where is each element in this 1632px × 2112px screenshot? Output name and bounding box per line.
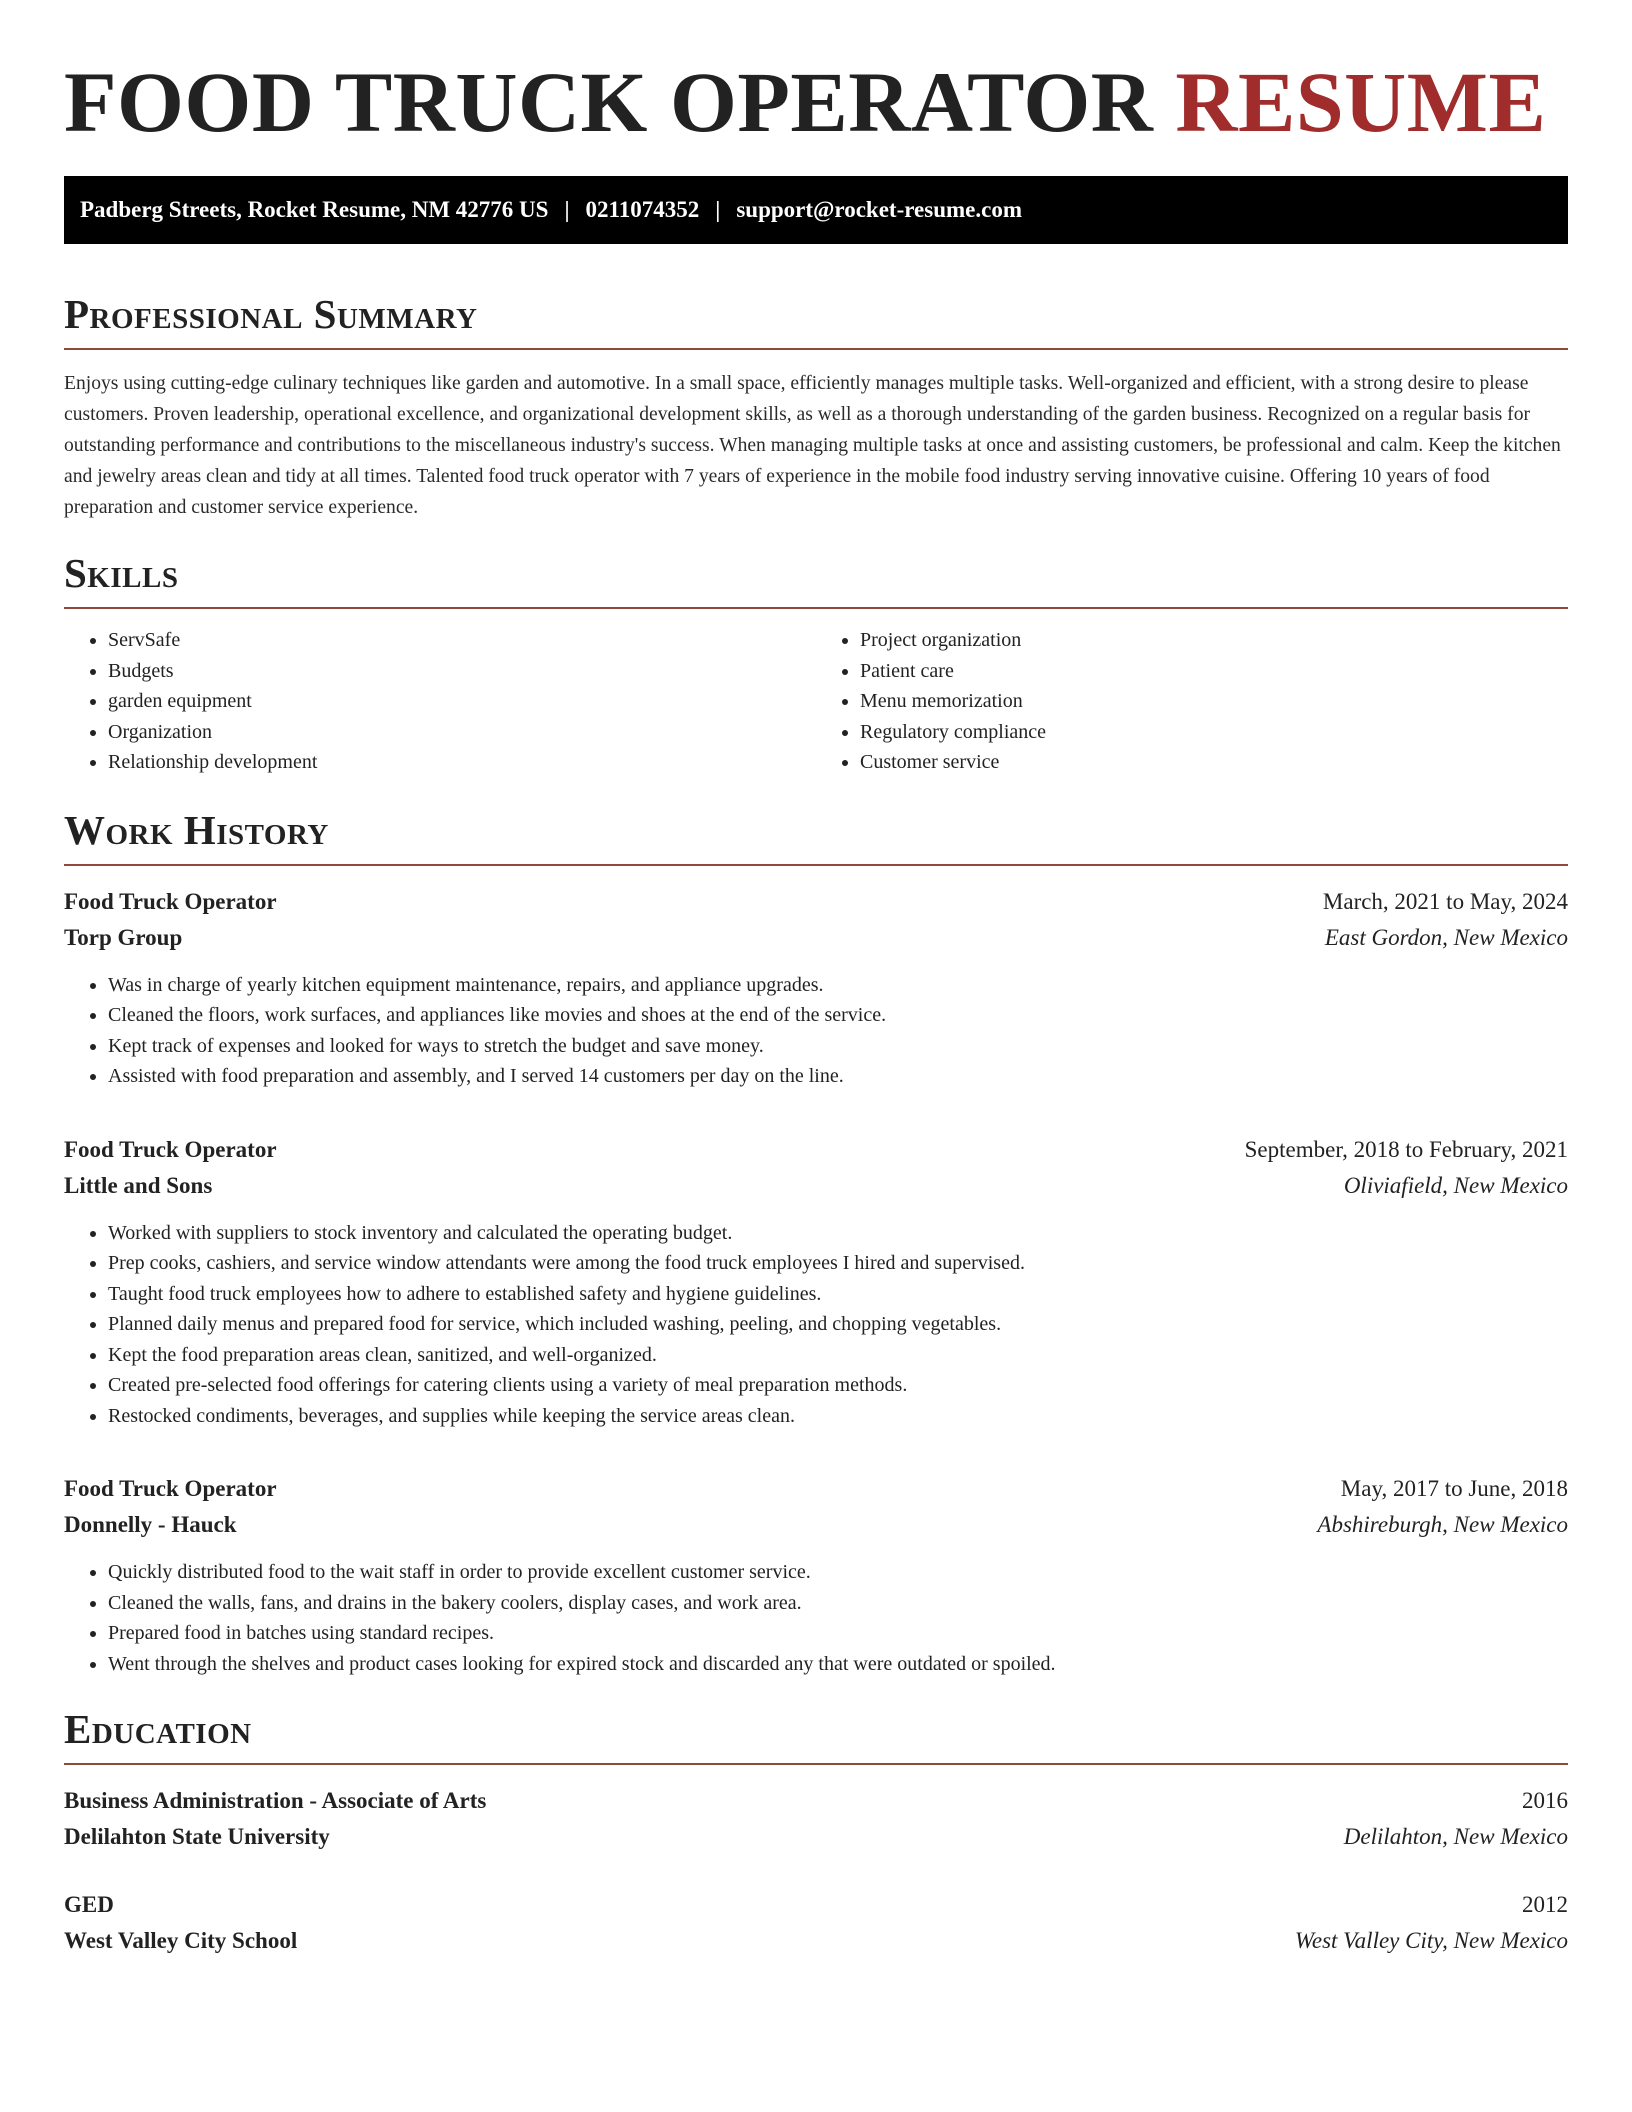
- section-divider: [64, 1763, 1568, 1765]
- contact-phone: 0211074352: [585, 197, 700, 222]
- job-bullet: • Prep cooks, cashiers, and service window attendants were among the food truck employees I hired and supervised.: [108, 1248, 1568, 1279]
- section-divider: [64, 348, 1568, 350]
- job-bullet: • Quickly distributed food to the wait staff in order to provide excellent customer service.: [108, 1557, 1568, 1588]
- education-school: Delilahton State University: [64, 1824, 330, 1849]
- job-entry: [64, 1471, 1568, 1679]
- section-title-skills: Skills: [64, 550, 179, 596]
- job-role: Food Truck Operator: [64, 1476, 277, 1501]
- job-role: Food Truck Operator: [64, 1136, 277, 1162]
- section-title-work: Work History: [64, 806, 329, 853]
- job-bullet: • Was in charge of yearly kitchen equipment maintenance, repairs, and appliance upgrades.: [108, 970, 1568, 1001]
- job-company: Donnelly - Hauck: [64, 1512, 237, 1537]
- skills-list: [64, 625, 1568, 778]
- education-school: West Valley City School: [64, 1928, 298, 1953]
- job-location: East Gordon, New Mexico: [1324, 924, 1568, 950]
- job-bullet: • Restocked condiments, beverages, and supplies while keeping the service areas clean.: [108, 1401, 1568, 1432]
- job-location: Abshireburgh, New Mexico: [1317, 1512, 1568, 1537]
- education-year: 2016: [1522, 1788, 1568, 1813]
- skill-item: • Budgets: [108, 656, 816, 687]
- job-bullet: • Created pre-selected food offerings for catering clients using a variety of meal preparation methods.: [108, 1370, 1568, 1401]
- job-bullet: • Planned daily menus and prepared food for service, which included washing, peeling, and chopping vegetables.: [108, 1309, 1568, 1340]
- education-location: Delilahton, New Mexico: [1343, 1824, 1568, 1849]
- job-role: Food Truck Operator: [64, 888, 277, 914]
- job-header: [64, 1471, 1568, 1507]
- title-main: FOOD TRUCK OPERATOR: [64, 54, 1154, 150]
- contact-email[interactable]: support@rocket-resume.com: [736, 197, 1022, 222]
- job-dates: March, 2021 to May, 2024: [1322, 888, 1568, 914]
- education-header: [64, 1783, 1568, 1819]
- job-header: [64, 1132, 1568, 1168]
- job-bullet: • Taught food truck employees how to adhere to established safety and hygiene guidelines.: [108, 1279, 1568, 1310]
- section-title-summary: Professional Summary: [64, 291, 478, 337]
- job-company: Torp Group: [64, 924, 183, 950]
- job-bullet: • Kept the food preparation areas clean, sanitized, and well-organized.: [108, 1340, 1568, 1371]
- education-year: 2012: [1522, 1892, 1568, 1917]
- job-entry: [64, 1132, 1568, 1432]
- job-header: [64, 884, 1568, 920]
- job-location: Oliviafield, New Mexico: [1343, 1172, 1568, 1198]
- skills-column-right: [816, 625, 1568, 778]
- education-degree: GED: [64, 1892, 114, 1917]
- section-divider: [64, 607, 1568, 609]
- education-degree: Business Administration - Associate of Arts: [64, 1788, 487, 1813]
- page-title: [64, 56, 1568, 148]
- job-bullet: • Cleaned the floors, work surfaces, and appliances like movies and shoes at the end of the service.: [108, 1000, 1568, 1031]
- contact-bar: [64, 176, 1568, 244]
- job-dates: May, 2017 to June, 2018: [1340, 1476, 1568, 1501]
- job-entry: [64, 884, 1568, 1092]
- skill-item: • ServSafe: [108, 625, 816, 656]
- job-bullet: • Went through the shelves and product cases looking for expired stock and discarded any that were outdated or spoiled.: [108, 1649, 1568, 1680]
- job-subheader: [64, 920, 1568, 956]
- job-bullet: • Worked with suppliers to stock inventory and calculated the operating budget.: [108, 1218, 1568, 1249]
- job-bullet: • Prepared food in batches using standard recipes.: [108, 1618, 1568, 1649]
- contact-separator: |: [564, 197, 570, 222]
- job-bullets: [64, 970, 1568, 1092]
- section-divider: [64, 864, 1568, 866]
- job-subheader: [64, 1507, 1568, 1543]
- title-accent: RESUME: [1175, 54, 1547, 150]
- job-bullet: • Kept track of expenses and looked for ways to stretch the budget and save money.: [108, 1031, 1568, 1062]
- education-location: West Valley City, New Mexico: [1294, 1928, 1568, 1953]
- education-subheader: [64, 1923, 1568, 1959]
- skill-item: • Project organization: [860, 625, 1568, 656]
- education-entry: [64, 1783, 1568, 1855]
- skill-item: • Organization: [108, 717, 816, 748]
- skill-item: • Regulatory compliance: [860, 717, 1568, 748]
- education-header: [64, 1887, 1568, 1923]
- skills-column-left: [64, 625, 816, 778]
- skill-item: • Customer service: [860, 747, 1568, 778]
- job-bullets: [64, 1218, 1568, 1432]
- job-subheader: [64, 1168, 1568, 1204]
- section-title-education: Education: [64, 1706, 252, 1752]
- skill-item: • Patient care: [860, 656, 1568, 687]
- skill-item: • Menu memorization: [860, 686, 1568, 717]
- skill-item: • Relationship development: [108, 747, 816, 778]
- job-dates: September, 2018 to February, 2021: [1244, 1136, 1568, 1162]
- summary-text: Enjoys using cutting-edge culinary techniques like garden and automotive. In a small space, efficiently manages multiple tasks. Well-organized and efficient, with a strong desire to please customers. Proven leadership, operational excellence, and organizational development skills, as well as a thorough understanding of the garden business. Recognized on a regular basis for outstanding performance and contributions to the miscellaneous industry's success. When managing multiple tasks at once and assisting customers, be professional and calm. Keep the kitchen and jewelry areas clean and tidy at all times. Talented food truck operator with 7 years of experience in the mobile food industry serving innovative cuisine. Offering 10 years of food preparation and customer service experience.: [64, 373, 1561, 518]
- job-company: Little and Sons: [64, 1172, 213, 1198]
- job-bullets: [64, 1557, 1568, 1679]
- education-entry: [64, 1887, 1568, 1959]
- contact-address: Padberg Streets, Rocket Resume, NM 42776 US: [80, 197, 549, 222]
- education-subheader: [64, 1819, 1568, 1855]
- job-bullet: • Cleaned the walls, fans, and drains in the bakery coolers, display cases, and work area.: [108, 1588, 1568, 1619]
- contact-separator: |: [715, 197, 721, 222]
- skill-item: • garden equipment: [108, 686, 816, 717]
- job-bullet: • Assisted with food preparation and assembly, and I served 14 customers per day on the line.: [108, 1061, 1568, 1092]
